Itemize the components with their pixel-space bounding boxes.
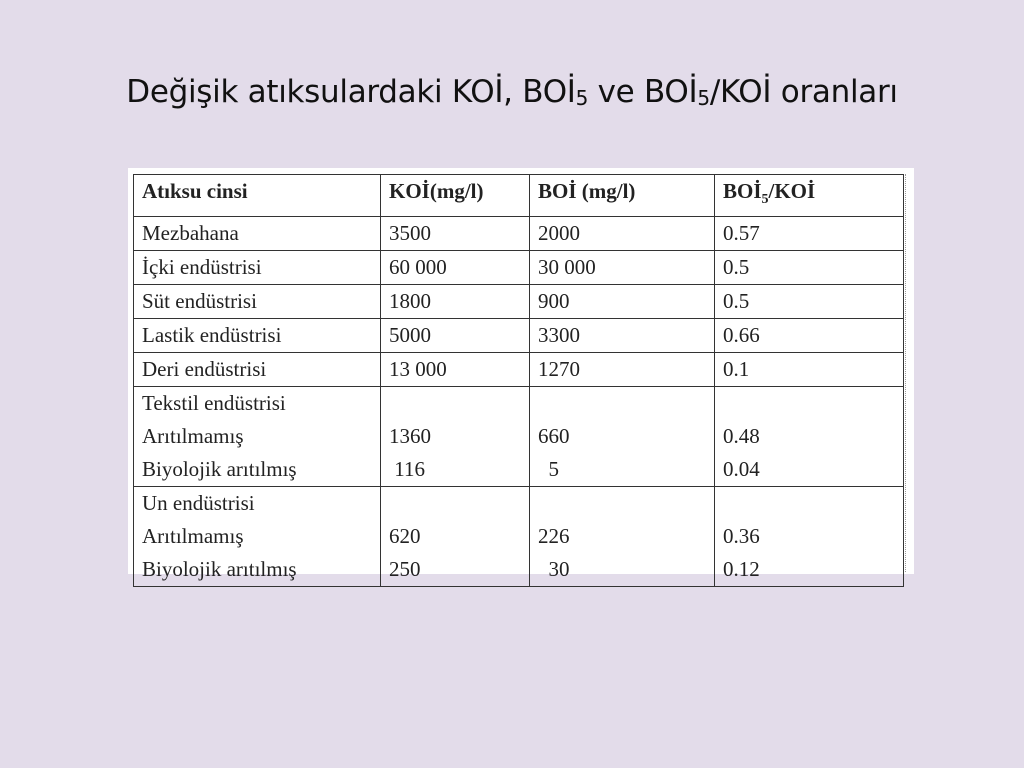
header-koi: KOİ(mg/l) [381,175,530,217]
subrow-koi: 250 [389,557,421,582]
subrow-ratio: 0.12 [723,557,760,582]
cell-koi: 3500 [381,217,530,251]
title-subscript-2: 5 [697,86,710,110]
table-group-row [134,387,904,487]
subrow-koi: 1360 [389,424,431,449]
table-group-row [134,487,904,587]
cell-ratio: 0.57 [715,217,904,251]
cell-name: İçki endüstrisi [134,251,381,285]
cell-ratio: 0.66 [715,319,904,353]
cell-group-ratio [715,387,904,487]
subrow-name: Biyolojik arıtılmış [142,457,297,482]
cell-boi: 30 000 [530,251,715,285]
title-subscript-1: 5 [575,86,589,110]
subrow-name: Arıtılmamış [142,524,244,549]
cell-koi: 60 000 [381,251,530,285]
cell-ratio: 0.5 [715,285,904,319]
cell-koi: 13 000 [381,353,530,387]
cell-boi: 2000 [530,217,715,251]
cell-koi: 5000 [381,319,530,353]
group-title: Tekstil endüstrisi [142,391,286,416]
table-image [128,168,914,582]
table-row [134,251,904,285]
subrow-boi: 30 [538,557,570,582]
title-part1: Değişik atıksulardaki KOİ, BOİ [126,74,576,110]
cell-boi: 900 [530,285,715,319]
table-header-row [134,175,904,217]
header-boi: BOİ (mg/l) [530,175,715,217]
table-row [134,353,904,387]
table-row [134,285,904,319]
cell-group-names [134,487,381,587]
cell-boi: 3300 [530,319,715,353]
slide-title [0,74,1024,110]
cell-group-koi [381,487,530,587]
subrow-name: Arıtılmamış [142,424,244,449]
header-wastewater-type: Atıksu cinsi [134,175,381,217]
table-row [134,217,904,251]
subrow-boi: 660 [538,424,570,449]
subrow-koi: 620 [389,524,421,549]
subrow-name: Biyolojik arıtılmış [142,557,297,582]
cell-group-ratio [715,487,904,587]
title-part2: ve BOİ [588,74,698,110]
cell-ratio: 0.5 [715,251,904,285]
subrow-ratio: 0.36 [723,524,760,549]
title-part3: /KOİ oranları [709,74,898,110]
cell-ratio: 0.1 [715,353,904,387]
cell-boi: 1270 [530,353,715,387]
subrow-boi: 226 [538,524,570,549]
cell-name: Mezbahana [134,217,381,251]
subrow-boi: 5 [538,457,559,482]
header-ratio: $BOİ_5$/KOİ [715,175,904,217]
group-title: Un endüstrisi [142,491,255,516]
cell-name: Lastik endüstrisi [134,319,381,353]
cell-group-boi [530,387,715,487]
subrow-koi: 116 [389,457,425,482]
table-edge-divider [905,174,912,572]
cell-koi: 1800 [381,285,530,319]
cell-name: Deri endüstrisi [134,353,381,387]
cell-name: Süt endüstrisi [134,285,381,319]
table-row [134,319,904,353]
cell-group-koi [381,387,530,487]
subrow-ratio: 0.04 [723,457,760,482]
subrow-ratio: 0.48 [723,424,760,449]
wastewater-table [133,174,904,587]
cell-group-names [134,387,381,487]
cell-group-boi [530,487,715,587]
